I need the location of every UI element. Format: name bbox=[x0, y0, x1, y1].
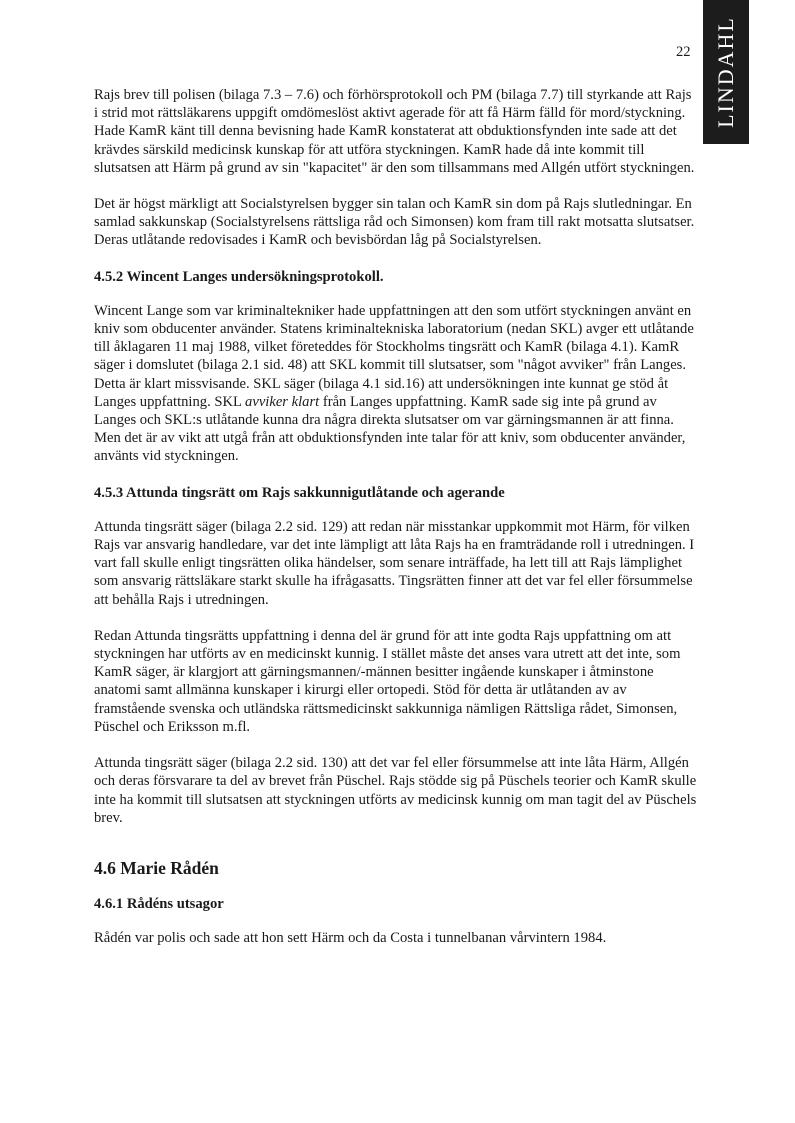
chapter-heading: 4.6 Marie Rådén bbox=[94, 857, 219, 878]
paragraph bbox=[94, 302, 698, 466]
paragraph: Rådén var polis och sade att hon sett Härm och da Costa i tunnelbanan vårvintern 1984. bbox=[94, 930, 607, 947]
paragraph: Attunda tingsrätt säger (bilaga 2.2 sid. 130) att det var fel eller försummelse att inte låta Härm, Allgén och deras försvarare ta del av brevet från Püschel. Rajs stödde sig på Püschels teorier och KamR skulle inte ha kommit till slutsatsen att styckningen utförts av medicinsk kunnig om man tagit del av Püschels brev. bbox=[94, 755, 697, 826]
logo-text: LINDAHL bbox=[713, 16, 739, 128]
paragraph: Attunda tingsrätt säger (bilaga 2.2 sid. 129) att redan när misstankar uppkommit mot Härm, för vilken Rajs var ansvarig handledare, var det inte lämpligt att låta Rajs ha en framträdande roll i utredningen. I vart fall skulle enligt tingsrätten olika händelser, som senare inträffade, ha lett till att Rajs lämplighet som ansvarig rättsläkare starkt skulle ha ifrågasatts. Tingsrätten finner att det var fel eller försummelse att behålla Rajs i utredningen. bbox=[94, 518, 695, 608]
paragraph: Det är högst märkligt att Socialstyrelsen bygger sin talan och KamR sin dom på Rajs slutledningar. En samlad sakkunskap (Socialstyrelsens rättsliga råd och Simonsen) kom fram till rakt motsatta slutsatser. Deras utlåtande redovisades i KamR och bevisbördan låg på Socialstyrelsen. bbox=[94, 196, 695, 249]
emphasis-text: avviker klart bbox=[245, 393, 320, 410]
document-body bbox=[94, 86, 698, 966]
paragraph-text: Wincent Lange som var kriminaltekniker hade uppfattningen att den som utfört styckningen använt en kniv som obducenter använder. Statens kriminaltekniska laboratorium (nedan SKL) avger ett utlåtande till åklagaren 11 maj 1988, vilket företeddes för Stockholms tingsrätt och KamR (bilaga 4.1). KamR säger i domslutet (bilaga 2.1 sid. 48) att SKL kommit till slutsatser, som "något avviker" från Langes. Detta är klart missvisande. SKL säger (bilaga 4.1 sid.16) att undersökningen inte kunnat ge stöd åt Langes uppfattning. SKL bbox=[94, 302, 694, 410]
section-heading: 4.5.3 Attunda tingsrätt om Rajs sakkunnigutlåtande och agerande bbox=[94, 484, 505, 501]
paragraph: Redan Attunda tingsrätts uppfattning i denna del är grund för att inte godta Rajs uppfattning om att styckningen har utförts av en medicinskt kunnig. I stället måste det anses vara utrett att det inte, som KamR säger, är klargjort att gärningsmannen/-männen besitter ingående kunskaper i åtminstone anatomi samt allmänna kunskaper i kirurgi eller ortopedi. Stöd för detta är utlåtanden av av framstående svenska och utländska rättsmedicinskt sakkunniga nämligen Rättsliga rådet, Simonsen, Püschel och Eriksson m.fl. bbox=[94, 627, 681, 735]
paragraph: Rajs brev till polisen (bilaga 7.3 – 7.6) och förhörsprotokoll och PM (bilaga 7.7) till styrkande att Rajs i strid mot rättsläkarens uppgift omdömeslöst aktivt agerade för att få Härm fälld för mord/styckning. Hade KamR känt till denna bevisning hade KamR konstaterat att obduktionsfynden inte sade att det krävdes särskild medicinsk kunskap för att utföra styckningen. KamR hade då inte kommit till slutsatsen att Härm på grund av sin "kapacitet" är den som tillsammans med Allgén utfört styckningen. bbox=[94, 87, 695, 176]
paragraph-text: från Langes uppfattning. KamR sade sig inte på grund av Langes och SKL:s utlåtande kunna dra några direkta slutsatser om var gärningsmannen är att finna. Men det är av vikt att utgå från att obduktionsfynden inte talar för att kniv, som obducenter använder, använts vid styckningen. bbox=[94, 393, 686, 465]
lindahl-logo bbox=[703, 0, 749, 144]
page-number: 22 bbox=[676, 44, 691, 60]
section-heading: 4.6.1 Rådéns utsagor bbox=[94, 896, 224, 913]
section-heading: 4.5.2 Wincent Langes undersökningsprotokoll. bbox=[94, 268, 384, 285]
